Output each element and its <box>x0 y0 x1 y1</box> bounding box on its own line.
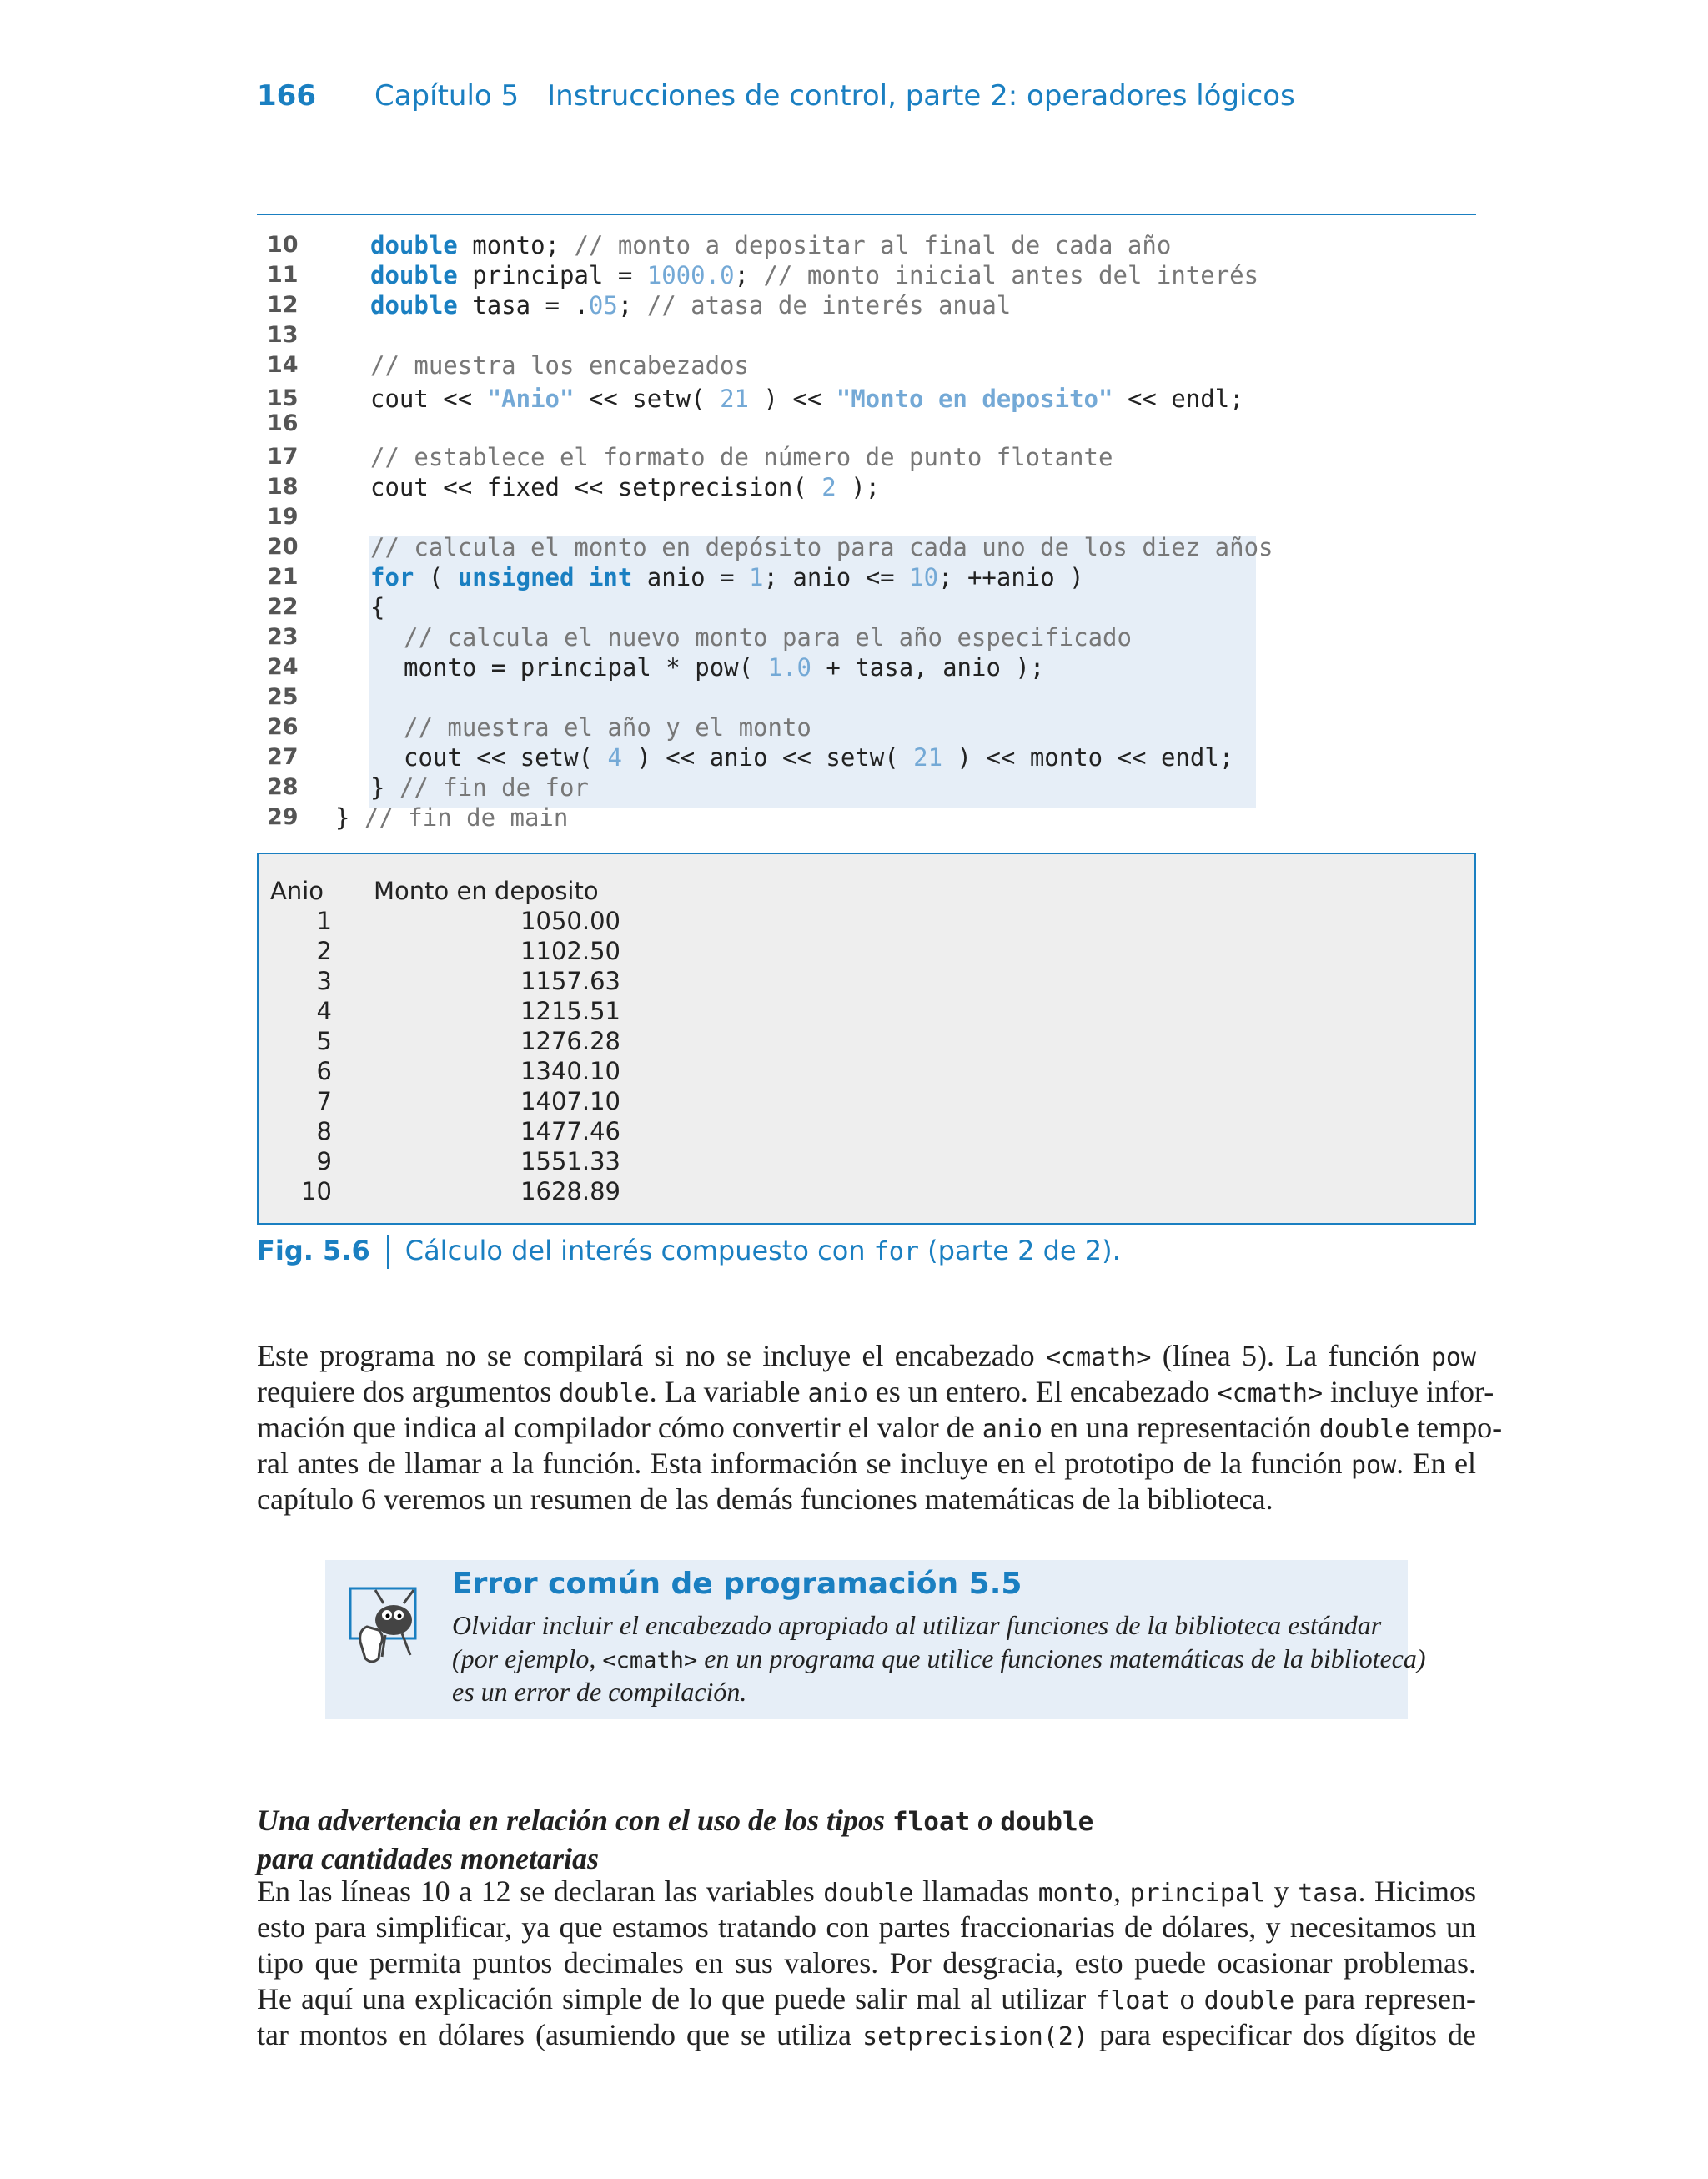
output-year: 5 <box>316 1027 332 1055</box>
text-run: . En el <box>1396 1447 1476 1480</box>
line-number: 24 <box>267 654 299 680</box>
code-text: { <box>370 593 385 621</box>
text-run: ral antes de llamar a la función. Esta información se incluye en el prototipo de la función <box>257 1447 1351 1480</box>
output-year: 7 <box>316 1087 332 1115</box>
output-amount: 1215.51 <box>520 997 620 1025</box>
output-row <box>270 1146 937 1176</box>
text-line <box>257 1374 1494 1410</box>
code-text: cout << "Anio" << setw( 21 ) << "Monto en deposito" << endl; <box>370 385 1244 413</box>
error-text-line <box>452 1608 1386 1642</box>
text-run: en un programa que utilice funciones matemáticas de la biblioteca) <box>697 1643 1426 1673</box>
output-year: 4 <box>316 997 332 1025</box>
inline-code: anio <box>807 1379 868 1408</box>
text-run: es un entero. El encabezado <box>867 1375 1218 1408</box>
output-year: 6 <box>316 1057 332 1085</box>
output-header-amount: Monto en deposito <box>374 877 599 905</box>
text-run: , <box>1113 1875 1130 1908</box>
error-text <box>452 1608 1426 1708</box>
text-line <box>257 1446 1476 1482</box>
subhead-code-double: double <box>1000 1807 1094 1837</box>
output-row <box>270 966 937 996</box>
output-row <box>270 906 937 936</box>
output-amount: 1276.28 <box>520 1027 620 1055</box>
output-row <box>270 936 937 966</box>
line-number: 18 <box>267 474 299 500</box>
text-line <box>257 1910 1476 1945</box>
line-number: 21 <box>267 564 299 590</box>
text-run: (línea 5). La función <box>1151 1339 1431 1372</box>
code-text: double tasa = .05; // atasa de interés anual <box>370 291 1012 320</box>
subhead-text: Una advertencia en relación con el uso de los tipos <box>257 1804 892 1837</box>
output-amount: 1102.50 <box>520 937 620 965</box>
inline-code: <cmath> <box>602 1648 698 1673</box>
text-run: (por ejemplo, <box>452 1643 603 1673</box>
figure-caption <box>257 1235 1121 1269</box>
line-number: 16 <box>267 410 299 436</box>
text-run: esto para simplificar, ya que estamos tratando con partes fraccionarias de dólares, y necesitamos un <box>257 1910 1476 1944</box>
output-amount: 1407.10 <box>520 1087 620 1115</box>
text-run: en una representación <box>1042 1411 1319 1444</box>
line-number: 12 <box>267 292 299 318</box>
output-amount: 1050.00 <box>520 907 620 935</box>
output-row <box>270 1056 937 1086</box>
output-header-year: Anio <box>270 877 324 905</box>
inline-code: double <box>1203 1986 1295 2015</box>
text-run: . Hicimos <box>1358 1875 1477 1908</box>
text-run: Olvidar incluir el encabezado apropiado al utilizar funciones de la biblioteca estándar <box>452 1610 1382 1640</box>
output-amount: 1340.10 <box>520 1057 620 1085</box>
inline-code: <cmath> <box>1045 1343 1152 1372</box>
caption-text-after: (parte 2 de 2). <box>918 1235 1121 1266</box>
code-text: double monto; // monto a depositar al final de cada año <box>370 231 1172 259</box>
code-text: monto = principal * pow( 1.0 + tasa, anio ); <box>404 653 1045 682</box>
line-number: 22 <box>267 594 299 620</box>
inline-code: principal <box>1129 1879 1266 1908</box>
error-box <box>325 1560 1426 1719</box>
header-rule <box>257 214 1476 215</box>
output-row <box>270 1176 937 1206</box>
text-run: es un error de compilación. <box>452 1677 747 1707</box>
line-number: 20 <box>267 534 299 560</box>
inline-code: <cmath> <box>1217 1379 1324 1408</box>
line-number: 15 <box>267 385 299 411</box>
text-run: Este programa no se compilará si no se incluye el encabezado <box>257 1339 1046 1372</box>
text-line <box>257 1338 1476 1374</box>
text-run: incluye infor- <box>1323 1375 1494 1408</box>
inline-code: double <box>823 1879 914 1908</box>
caption-text: Cálculo del interés compuesto con <box>404 1235 874 1266</box>
output-row <box>270 996 937 1026</box>
inline-code: setprecision(2) <box>862 2022 1088 2051</box>
text-line <box>257 2017 1476 2053</box>
line-number: 10 <box>267 232 299 258</box>
code-text: for ( unsigned int anio = 1; anio <= 10; ++anio ) <box>370 563 1084 591</box>
text-run: para represen- <box>1294 1982 1476 2015</box>
line-number: 28 <box>267 774 299 800</box>
text-line <box>257 1874 1476 1910</box>
chapter-title: Instrucciones de control, parte 2: operadores lógicos <box>547 79 1295 113</box>
output-year: 3 <box>316 967 332 995</box>
line-number: 11 <box>267 262 299 288</box>
error-text-line <box>452 1675 1386 1708</box>
inline-code: anio <box>982 1415 1042 1444</box>
chapter-label: Capítulo 5 <box>374 79 520 113</box>
text-run: tipo que permita puntos decimales en sus valores. Por desgracia, esto puede ocasionar problemas. <box>257 1946 1476 1980</box>
text-run: tempo- <box>1409 1411 1503 1444</box>
output-row <box>270 1026 937 1056</box>
output-amount: 1551.33 <box>520 1147 620 1175</box>
text-run: capítulo 6 veremos un resumen de las demás funciones matemáticas de la biblioteca. <box>257 1482 1273 1516</box>
inline-code: pow <box>1430 1343 1476 1372</box>
line-number: 27 <box>267 744 299 770</box>
text-line <box>257 1410 1503 1446</box>
subhead-text-mid: o <box>970 1804 1001 1837</box>
subhead-line-2: para cantidades monetarias <box>257 1842 600 1875</box>
code-text: cout << setw( 4 ) << anio << setw( 21 ) << monto << endl; <box>404 743 1234 772</box>
line-number: 29 <box>267 804 299 830</box>
output-year: 1 <box>316 907 332 935</box>
error-text-line <box>452 1642 1426 1675</box>
code-text: } // fin de for <box>370 773 589 802</box>
output-amount: 1157.63 <box>520 967 620 995</box>
output-header-row <box>270 876 937 906</box>
code-listing <box>257 230 1476 839</box>
output-amount: 1477.46 <box>520 1117 620 1145</box>
inline-code: pow <box>1350 1451 1397 1480</box>
output-row <box>270 1086 937 1116</box>
output-year: 2 <box>316 937 332 965</box>
output-row <box>270 1116 937 1146</box>
code-text: cout << fixed << setprecision( 2 ); <box>370 473 881 501</box>
section-subheading <box>257 1802 1093 1877</box>
text-run: y <box>1265 1875 1299 1908</box>
text-run: para especificar dos dígitos de <box>1088 2018 1476 2051</box>
error-title: Error común de programación 5.5 <box>452 1567 1022 1601</box>
line-number: 26 <box>267 714 299 740</box>
inline-code: float <box>1095 1986 1171 2015</box>
line-number: 17 <box>267 444 299 470</box>
text-run: o <box>1170 1982 1204 2015</box>
text-line <box>257 1945 1476 1981</box>
inline-code: double <box>1319 1415 1410 1444</box>
body-paragraph-1 <box>257 1338 1503 1517</box>
output-year: 10 <box>301 1177 332 1205</box>
caption-divider <box>387 1235 389 1269</box>
figure-label: Fig. 5.6 <box>257 1235 370 1266</box>
code-text: } // fin de main <box>335 803 569 832</box>
line-number: 23 <box>267 624 299 650</box>
bug-thumbs-down-icon <box>342 1578 434 1670</box>
inline-code: tasa <box>1298 1879 1359 1908</box>
body-paragraph-2 <box>257 1874 1476 2053</box>
text-run: requiere dos argumentos <box>257 1375 560 1408</box>
text-run: llamadas <box>913 1875 1038 1908</box>
text-run: mación que indica al compilador cómo convertir el valor de <box>257 1411 982 1444</box>
line-number: 14 <box>267 352 299 378</box>
code-text: // muestra los encabezados <box>370 351 749 380</box>
program-output <box>257 853 1476 1225</box>
code-text: double principal = 1000.0; // monto inicial antes del interés <box>370 261 1259 289</box>
caption-code: for <box>873 1237 919 1266</box>
text-line <box>257 1482 1476 1517</box>
text-run: En las líneas 10 a 12 se declaran las variables <box>257 1875 824 1908</box>
inline-code: double <box>559 1379 650 1408</box>
line-number: 13 <box>267 322 299 348</box>
line-number: 19 <box>267 504 299 530</box>
code-text: // calcula el monto en depósito para cada uno de los diez años <box>370 533 1273 561</box>
subhead-line-1 <box>257 1802 1093 1840</box>
text-run: . La variable <box>649 1375 808 1408</box>
page-header <box>257 79 1295 113</box>
inline-code: monto <box>1037 1879 1113 1908</box>
page-number: 166 <box>257 79 316 113</box>
text-run: He aquí una explicación simple de lo que puede salir mal al utilizar <box>257 1982 1096 2015</box>
line-number: 25 <box>267 684 299 710</box>
code-text: // muestra el año y el monto <box>404 713 811 742</box>
output-amount: 1628.89 <box>520 1177 620 1205</box>
output-year: 8 <box>316 1117 332 1145</box>
code-text: // establece el formato de número de punto flotante <box>370 443 1113 471</box>
output-year: 9 <box>316 1147 332 1175</box>
text-line <box>257 1981 1476 2017</box>
code-text: // calcula el nuevo monto para el año especificado <box>404 623 1132 652</box>
text-run: tar montos en dólares (asumiendo que se utiliza <box>257 2018 863 2051</box>
subhead-code-float: float <box>892 1807 971 1837</box>
